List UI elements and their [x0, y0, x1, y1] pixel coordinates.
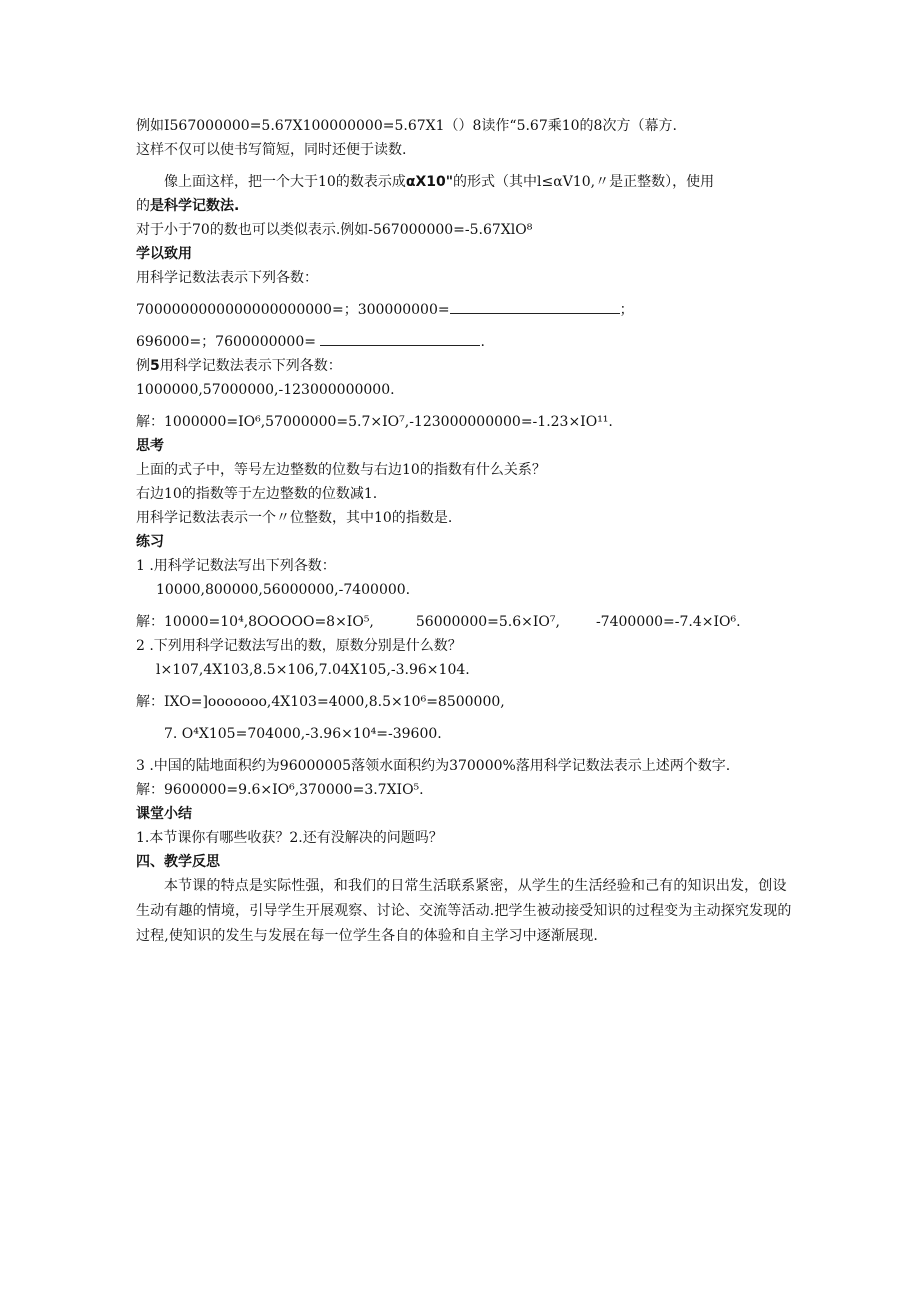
text-line: 2 .下列用科学记数法写出的数，原数分别是什么数？: [136, 638, 462, 654]
text-span: 56000000=5.6×IO⁷,: [415, 614, 560, 630]
text-line: [136, 354, 796, 378]
text-line: 3 .中国的陆地面积约为96000005落领水面积约为370000%落用科学记数法表示上述两个数字.: [136, 758, 731, 774]
text-span: 像上面这样，把一个大于10的数表示成: [164, 174, 406, 190]
text-span: 7000000000000000000000=；300000000=: [136, 302, 450, 318]
answer-blank: [320, 331, 480, 346]
formula-bold: αX10": [405, 174, 454, 190]
text-line: 用科学记数法表示一个〃位整数，其中10的指数是.: [136, 510, 453, 526]
text-line: 1 .用科学记数法写出下列各数：: [136, 558, 336, 574]
section-heading: 四、教学反思: [136, 854, 220, 870]
document-body: [136, 114, 796, 949]
text-line: [136, 610, 796, 634]
reflection-paragraph: 本节课的特点是实际性强，和我们的日常生活联系紧密，从学生的生活经验和己有的知识出发，创设生动有趣的情境，引导学生开展观察、讨论、交流等活动.把学生被动接受知识的过程变为主动探究发现的过程,使知识的发生与发展在每一位学生各自的体验和自主学习中逐渐展现.: [136, 878, 792, 944]
text-line: 解：9600000=9.6×IO⁶,370000=3.7XIO⁵.: [136, 782, 424, 798]
text-line: 1000000,57000000,-123000000000.: [136, 382, 395, 398]
section-heading: 练习: [136, 534, 164, 550]
text-line: 右边10的指数等于左边整数的位数减1.: [136, 486, 378, 502]
text-span: 例: [136, 358, 150, 374]
text-line: 对于小于70的数也可以类似表示.例如-567000000=-5.67XlO⁸: [136, 222, 533, 238]
text-line: [136, 194, 796, 218]
text-span: 696000=；7600000000=: [136, 334, 316, 350]
section-heading: 思考: [136, 438, 164, 454]
section-heading: 学以致用: [136, 246, 192, 262]
text-line: [136, 170, 796, 194]
text-span: ；: [619, 302, 634, 318]
text-line: 1.本节课你有哪些收获？2.还有没解决的问题吗？: [136, 830, 443, 846]
section-heading: 课堂小结: [136, 806, 192, 822]
text-span: 的形式（其中l≤αV10,〃是正整数），使用: [453, 174, 715, 190]
text-span: -7400000=-7.4×IO⁶.: [595, 614, 741, 630]
text-line: 这样不仅可以使书写简短，同时还便于读数.: [136, 142, 407, 158]
text-span: 的: [136, 198, 150, 214]
text-line: [136, 330, 796, 354]
text-line: 用科学记数法表示下列各数：: [136, 270, 318, 286]
text-span: .: [480, 334, 485, 350]
example-number: 5: [150, 358, 160, 374]
text-span: 用科学记数法表示下列各数：: [159, 358, 342, 374]
text-line: l×107,4X103,8.5×106,7.04X105,-3.96×104.: [156, 662, 470, 678]
text-line: 例如I567000000=5.67X100000000=5.67X1（）8读作“5.67乘10的8次方（幕方.: [136, 118, 677, 134]
text-span: 解：10000=10⁴,8OOOOO=8×IO⁵,: [136, 614, 374, 630]
text-line: 7. O⁴X105=704000,-3.96×10⁴=-39600.: [164, 726, 442, 742]
text-line: [136, 298, 796, 322]
answer-blank: [450, 299, 620, 314]
text-line: 上面的式子中，等号左边整数的位数与右边10的指数有什么关系？: [136, 462, 546, 478]
text-line: 解：IXO=]ooooooo,4X103=4000,8.5×10⁶=8500000,: [136, 694, 505, 710]
term-bold: 是科学记数法.: [150, 198, 240, 214]
text-line: 解：1000000=IO⁶,57000000=5.7×IO⁷,-123000000000=-1.23×IO¹¹.: [136, 414, 613, 430]
text-line: 10000,800000,56000000,-7400000.: [156, 582, 411, 598]
